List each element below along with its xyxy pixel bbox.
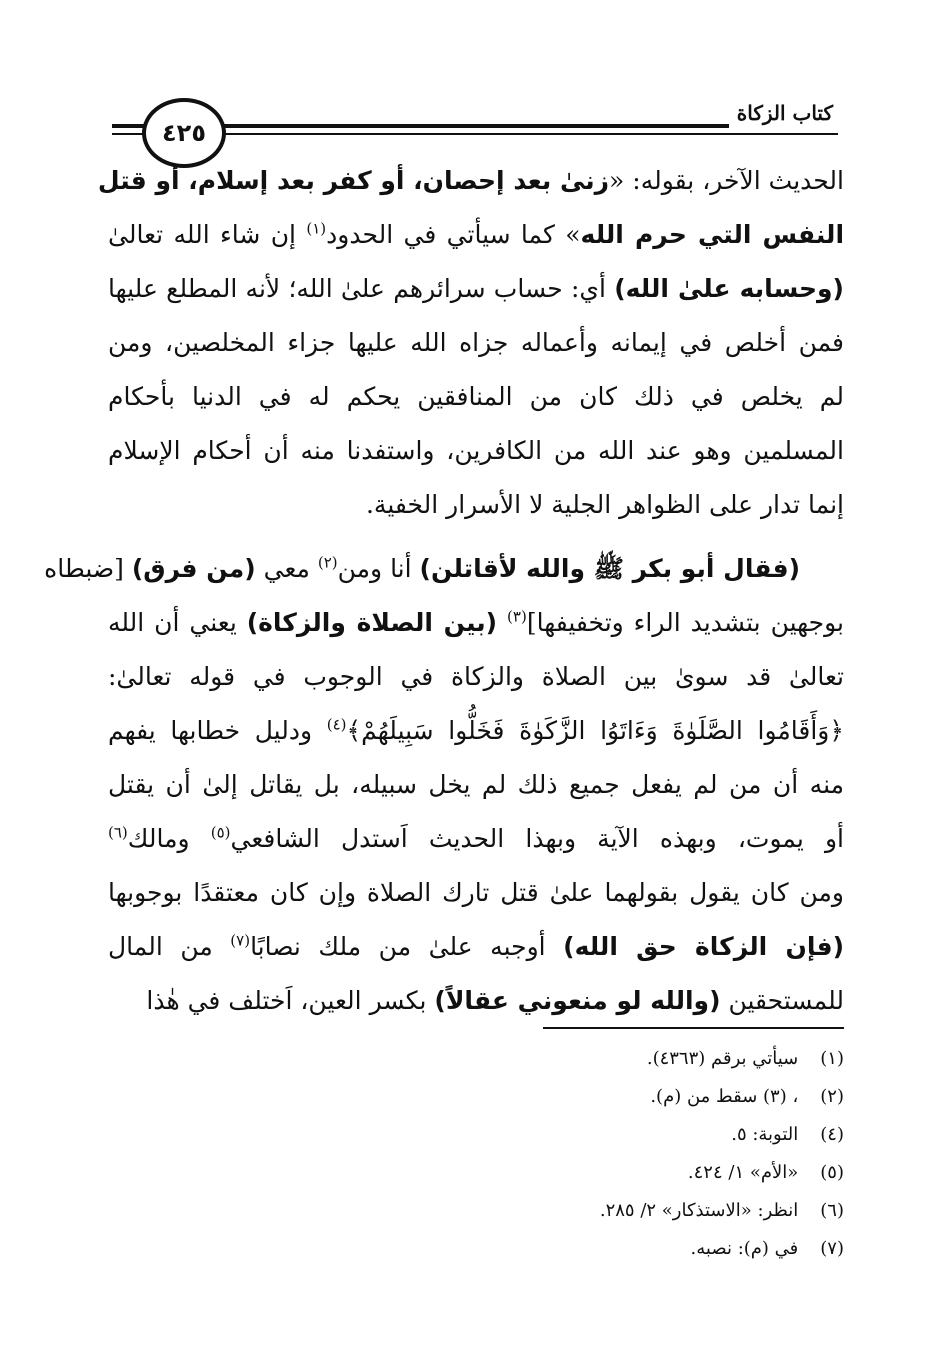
text-run: أي: حساب سرائرهم علىٰ الله؛ لأنه المطلع عليها <box>108 274 615 303</box>
footnote-ref: (١) <box>306 219 327 238</box>
text-run: [ضبطاه <box>44 554 132 583</box>
paragraph-2 <box>44 542 844 1028</box>
text-run: أنا ومن <box>337 554 420 583</box>
bold-quote: (فقال أبو بكر ﷺ والله لأقاتلن) <box>419 554 800 583</box>
text-line <box>108 704 844 758</box>
text-run: للمستحقين <box>720 986 844 1015</box>
text-line <box>108 650 844 704</box>
text-line <box>108 866 844 920</box>
text-line <box>108 316 844 370</box>
footnote <box>300 1230 844 1268</box>
running-title: كتاب الزكاة <box>736 101 833 125</box>
footnote-ref: (٤) <box>326 715 347 734</box>
text-run: من المال <box>108 932 231 961</box>
text-line <box>44 542 844 596</box>
text-line <box>108 812 844 866</box>
text-run: يعني أن الله <box>108 608 247 637</box>
text-run: تعالىٰ قد سوىٰ بين الصلاة والزكاة في الوجوب في قوله تعالىٰ: <box>108 662 844 691</box>
footnote-ref: (٥) <box>210 823 231 842</box>
text-line <box>108 478 844 532</box>
text-run: لم يخلص في ذلك كان من المنافقين يحكم له في الدنيا بأحكام <box>108 382 844 411</box>
bold-quote: (من فرق) <box>131 554 256 583</box>
footnote <box>300 1116 844 1154</box>
footnote-text: انظر: «الاستذكار» ٢/ ٢٨٥. <box>599 1200 804 1221</box>
text-run: فمن أخلص في إيمانه وأعماله جزاه الله عليها جزاء المخلصين، ومن <box>108 328 844 357</box>
text-run: إنما تدار على الظواهر الجلية لا الأسرار الخفية. <box>365 490 844 519</box>
paragraph-gap <box>108 532 844 542</box>
text-run: الحديث الآخر، بقوله: « <box>609 166 844 195</box>
footnote-ref: (٦) <box>108 823 128 842</box>
footnote-text: في (م): نصبه. <box>690 1238 804 1259</box>
text-run: ومن كان يقول بقولهما علىٰ قتل تارك الصلاة وإن كان معتقدًا بوجوبها <box>108 878 844 907</box>
text-run: منه أن من لم يفعل جميع ذلك لم يخل سبيله، بل يقاتل إلىٰ أن يقتل <box>108 770 844 799</box>
text-line <box>108 920 844 974</box>
footnote <box>300 1192 844 1230</box>
running-title-box <box>729 96 841 130</box>
footnote-number: (٧) <box>820 1238 844 1259</box>
text-run: معي <box>255 554 318 583</box>
footnote-text: التوبة: ٥. <box>731 1124 804 1145</box>
footnote-number: (٢) <box>820 1086 844 1107</box>
footnote-text: «الأم» ١/ ٤٢٤. <box>687 1162 804 1183</box>
footnote-text: ، (٣) سقط من (م). <box>650 1086 804 1107</box>
text-line <box>108 424 844 478</box>
text-run: » كما سيأتي في الحدود <box>326 220 581 249</box>
footnote-number: (١) <box>820 1048 844 1069</box>
text-run <box>497 608 507 637</box>
text-line <box>108 208 844 262</box>
text-line <box>108 596 844 650</box>
footnote-ref: (٧) <box>230 931 251 950</box>
footnote-number: (٤) <box>820 1124 844 1145</box>
text-line <box>108 974 844 1028</box>
footnote-rule <box>543 1027 844 1029</box>
text-run: المسلمين وهو عند الله من الكافرين، واستفدنا منه أن أحكام الإسلام <box>108 436 844 465</box>
footnote-number: (٦) <box>820 1200 844 1221</box>
footnote <box>300 1078 844 1116</box>
text-line <box>108 370 844 424</box>
text-run: ﴿وَأَقَامُوا الصَّلَوٰةَ وَءَاتَوُا الزَّكَوٰةَ فَخَلُّوا سَبِيلَهُمْ﴾ <box>346 716 844 745</box>
footnote-ref: (٣) <box>507 607 527 626</box>
footnote-number: (٥) <box>820 1162 844 1183</box>
bold-quote: (وحسابه علىٰ الله) <box>614 274 844 303</box>
footnote-text: سيأتي برقم (٤٣٦٣). <box>646 1048 804 1069</box>
page-number: ٤٢٥ <box>162 119 206 147</box>
text-run: بكسر العين، اَختلف في هٰذا <box>146 986 435 1015</box>
text-line <box>97 154 844 208</box>
paragraph-1 <box>97 154 845 532</box>
footnote <box>300 1040 844 1078</box>
bold-quote: زنىٰ بعد إحصان، أو كفر بعد إسلام، أو قتل <box>97 166 610 195</box>
bold-quote: (والله لو منعوني عقالاً) <box>434 986 721 1015</box>
footnotes <box>300 1040 844 1268</box>
text-run: أو يموت، وبهذه الآية وبهذا الحديث اَستدل الشافعي <box>230 824 844 853</box>
text-run: بوجهين بتشديد الراء وتخفيفها] <box>526 608 844 637</box>
bold-quote: النفس التي حرم الله <box>580 220 845 249</box>
footnote-ref: (٢) <box>317 553 338 572</box>
text-run: أوجبه علىٰ من ملك نصابًا <box>250 932 564 961</box>
footnote <box>300 1154 844 1192</box>
text-run: ودليل خطابها يفهم <box>108 716 327 745</box>
bold-quote: (بين الصلاة والزكاة) <box>246 608 498 637</box>
text-line <box>108 262 844 316</box>
main-text <box>44 154 845 1028</box>
bold-quote: (فإن الزكاة حق الله) <box>563 932 844 961</box>
text-line <box>108 758 844 812</box>
text-run: ومالك <box>127 824 211 853</box>
text-run: إن شاء الله تعالىٰ <box>108 220 307 249</box>
